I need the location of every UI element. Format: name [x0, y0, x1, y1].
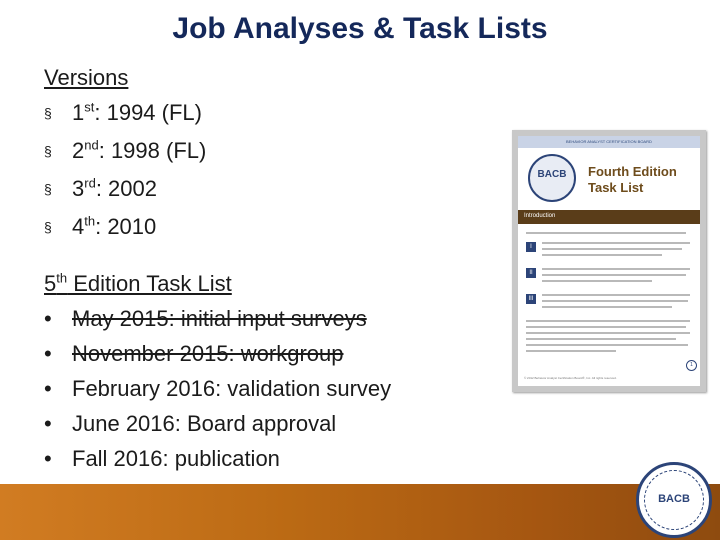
version-item: § 3rd: 2002 [44, 171, 206, 209]
text-line [542, 248, 682, 250]
seal-label: BACB [537, 169, 567, 180]
bullet-marker: § [44, 181, 52, 197]
version-item: § 4th: 2010 [44, 209, 206, 247]
document-title-line2: Task List [588, 180, 644, 195]
text-line [526, 326, 686, 328]
bullet-marker: • [44, 411, 52, 436]
bullet-marker: • [44, 446, 52, 471]
section-number-badge: II [526, 268, 536, 278]
bullet-marker: • [44, 341, 52, 366]
text-line [542, 254, 662, 256]
versions-list [44, 60, 206, 247]
fifth-edition-heading: 5th Edition Task List [44, 270, 232, 296]
text-line [542, 294, 690, 296]
page-number: 1 [686, 360, 697, 371]
document-section-title: Introduction [524, 213, 556, 219]
text-line [526, 344, 688, 346]
bullet-marker: § [44, 105, 52, 121]
text-line [526, 232, 686, 234]
bullet-marker: § [44, 219, 52, 235]
fifth-edition-list [44, 266, 391, 476]
timeline-item: • November 2015: workgroup [44, 336, 391, 371]
text-line [526, 350, 616, 352]
text-line [542, 268, 690, 270]
bullet-marker: § [44, 143, 52, 159]
document-header-text: BEHAVIOR ANALYST CERTIFICATION BOARD [566, 139, 652, 144]
timeline-item: • May 2015: initial input surveys [44, 301, 391, 336]
version-item: § 1st: 1994 (FL) [44, 95, 206, 133]
timeline-item: • Fall 2016: publication [44, 441, 391, 476]
task-list-document-thumbnail [512, 130, 706, 392]
text-line [526, 320, 690, 322]
text-line [542, 274, 686, 276]
section-number-badge: I [526, 242, 536, 252]
text-line [542, 280, 652, 282]
bullet-marker: • [44, 376, 52, 401]
slide-title: Job Analyses & Task Lists [172, 12, 548, 45]
bullet-marker: • [44, 306, 52, 331]
text-line [526, 338, 676, 340]
text-line [526, 332, 690, 334]
footer-bar [0, 484, 720, 540]
timeline-item: • June 2016: Board approval [44, 406, 391, 441]
document-footer: © 2012 Behavior Analyst Certification Board®, Inc. All rights reserved. [524, 376, 617, 380]
logo-label: BACB [658, 493, 690, 505]
section-number-badge: III [526, 294, 536, 304]
text-line [542, 300, 688, 302]
version-item: § 2nd: 1998 (FL) [44, 133, 206, 171]
timeline-item: • February 2016: validation survey [44, 371, 391, 406]
versions-heading: Versions [44, 65, 129, 90]
bacb-logo-icon [636, 462, 712, 538]
document-title-line1: Fourth Edition [588, 164, 677, 179]
text-line [542, 242, 690, 244]
document-page [518, 136, 700, 386]
text-line [542, 306, 672, 308]
